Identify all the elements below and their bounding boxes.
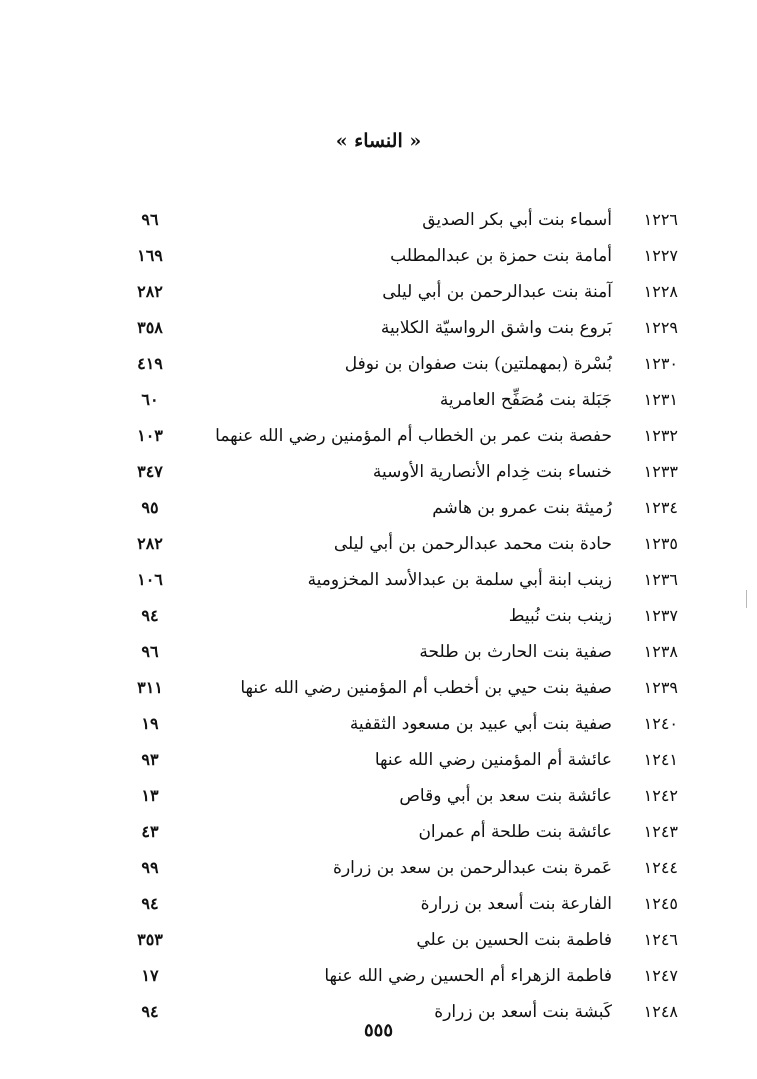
entry-name: عَمرة بنت عبدالرحمن بن سعد بن زرارة: [333, 858, 612, 878]
list-item: [120, 958, 678, 994]
list-item: [120, 634, 678, 670]
entry-name: بَروع بنت واشق الرواسيّة الكلابية: [380, 318, 612, 338]
entry-number: ١٢٣٥: [643, 534, 678, 553]
list-item: [120, 814, 678, 850]
list-item: [120, 706, 678, 742]
list-item: [120, 418, 678, 454]
entry-number: ١٢٣٨: [643, 642, 678, 661]
section-title: « النساء »: [335, 130, 422, 152]
scan-edge-mark: [746, 590, 747, 608]
entry-page-ref: ١٠٦: [137, 570, 163, 589]
entry-page-ref: ٣٥٣: [137, 930, 163, 949]
entry-page-ref: ٩٦: [141, 210, 159, 229]
entry-number: ١٢٣٠: [643, 354, 678, 373]
entry-number: ١٢٣٢: [643, 426, 678, 445]
entry-number: ١٢٣١: [643, 390, 678, 409]
entry-number: ١٢٢٧: [643, 246, 678, 265]
list-item: [120, 886, 678, 922]
entry-number: ١٢٤٧: [643, 966, 678, 985]
entry-page-ref: ١٧: [141, 966, 159, 985]
entry-page-ref: ٩٤: [141, 606, 159, 625]
entry-name: صفية بنت الحارث بن طلحة: [419, 642, 612, 662]
entry-name: عائشة بنت طلحة أم عمران: [418, 822, 612, 842]
entry-name: أمامة بنت حمزة بن عبدالمطلب: [390, 246, 612, 266]
list-item: [120, 346, 678, 382]
entry-page-ref: ٩٥: [141, 498, 159, 517]
entry-name: آمنة بنت عبدالرحمن بن أبي ليلى: [382, 282, 612, 302]
list-item: [120, 490, 678, 526]
entry-name: صفية بنت أبي عبيد بن مسعود الثقفية: [349, 714, 612, 734]
list-item: [120, 310, 678, 346]
entry-number: ١٢٣٦: [643, 570, 678, 589]
entry-number: ١٢٣٣: [643, 462, 678, 481]
entry-number: ١٢٤٣: [643, 822, 678, 841]
entry-number: ١٢٤٠: [643, 714, 678, 733]
entry-number: ١٢٣٩: [643, 678, 678, 697]
entry-name: حفصة بنت عمر بن الخطاب أم المؤمنين رضي الله عنهما: [215, 426, 612, 446]
entry-name: عائشة أم المؤمنين رضي الله عنها: [374, 750, 612, 770]
list-item: [120, 382, 678, 418]
entry-page-ref: ٣٥٨: [137, 318, 163, 337]
entry-name: جَبَلة بنت مُصَفِّح العامرية: [439, 390, 612, 410]
page-number: ٥٥٥: [363, 1020, 393, 1041]
entry-page-ref: ٦٠: [141, 390, 159, 409]
entry-name: كَبشة بنت أسعد بن زرارة: [434, 1002, 612, 1022]
entry-page-ref: ٩٤: [141, 1002, 159, 1021]
entry-name: خنساء بنت خِدام الأنصارية الأوسية: [372, 462, 612, 482]
entry-number: ١٢٣٧: [643, 606, 678, 625]
entry-page-ref: ٩٦: [141, 642, 159, 661]
list-item: [120, 526, 678, 562]
list-item: [120, 274, 678, 310]
list-item: [120, 742, 678, 778]
entry-name: أسماء بنت أبي بكر الصديق: [422, 210, 612, 230]
entry-page-ref: ٣٤٧: [137, 462, 163, 481]
entry-number: ١٢٤١: [643, 750, 678, 769]
entry-page-ref: ٢٨٢: [137, 282, 163, 301]
entry-name: بُسْرة (بمهملتين) بنت صفوان بن نوفل: [344, 354, 612, 374]
entry-name: فاطمة بنت الحسين بن علي: [416, 930, 612, 950]
entry-page-ref: ٣١١: [137, 678, 163, 697]
entry-number: ١٢٤٢: [643, 786, 678, 805]
entry-page-ref: ٤٣: [141, 822, 159, 841]
entry-number: ١٢٤٤: [643, 858, 678, 877]
entry-page-ref: ٤١٩: [137, 354, 163, 373]
entry-page-ref: ٩٤: [141, 894, 159, 913]
entries-list: [120, 202, 678, 1030]
entry-number: ١٢٤٦: [643, 930, 678, 949]
list-item: [120, 850, 678, 886]
entry-number: ١٢٣٤: [643, 498, 678, 517]
entry-number: ١٢٢٦: [643, 210, 678, 229]
list-item: [120, 778, 678, 814]
entry-name: رُميثة بنت عمرو بن هاشم: [432, 498, 612, 518]
entry-name: فاطمة الزهراء أم الحسين رضي الله عنها: [324, 966, 612, 986]
list-item: [120, 202, 678, 238]
entry-page-ref: ١٠٣: [137, 426, 163, 445]
entry-name: الفارعة بنت أسعد بن زرارة: [420, 894, 612, 914]
entry-name: صفية بنت حيي بن أخطب أم المؤمنين رضي الله عنها: [240, 678, 612, 698]
entry-name: زينب ابنة أبي سلمة بن عبدالأسد المخزومية: [307, 570, 612, 590]
entry-name: حادة بنت محمد عبدالرحمن بن أبي ليلى: [333, 534, 612, 554]
list-item: [120, 454, 678, 490]
list-item: [120, 598, 678, 634]
entry-name: زينب بنت نُبيط: [508, 606, 612, 626]
entry-page-ref: ١٩: [141, 714, 159, 733]
entry-page-ref: ١٣: [141, 786, 159, 805]
list-item: [120, 562, 678, 598]
entry-number: ١٢٢٨: [643, 282, 678, 301]
entry-page-ref: ٩٣: [141, 750, 159, 769]
list-item: [120, 922, 678, 958]
entry-number: ١٢٢٩: [643, 318, 678, 337]
list-item: [120, 670, 678, 706]
entry-number: ١٢٤٥: [643, 894, 678, 913]
entry-page-ref: ٢٨٢: [137, 534, 163, 553]
entry-name: عائشة بنت سعد بن أبي وقاص: [399, 786, 612, 806]
entry-number: ١٢٤٨: [643, 1002, 678, 1021]
entry-page-ref: ٩٩: [141, 858, 159, 877]
list-item: [120, 238, 678, 274]
entry-page-ref: ١٦٩: [137, 246, 163, 265]
